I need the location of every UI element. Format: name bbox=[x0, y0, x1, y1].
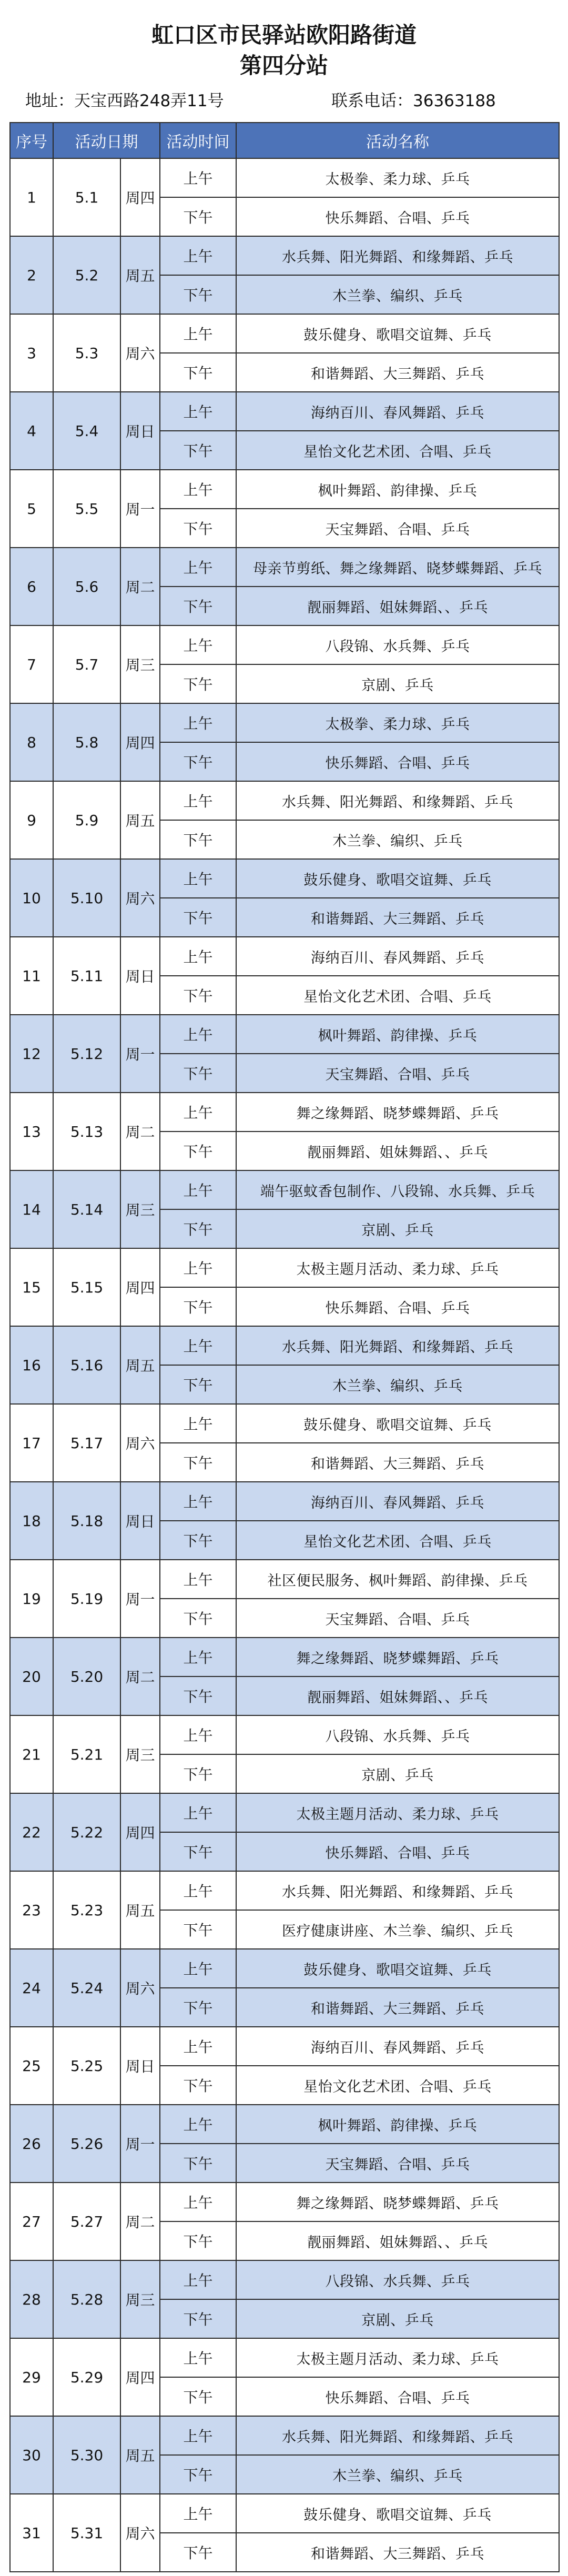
weekday: 周六 bbox=[120, 859, 160, 937]
header-no: 序号 bbox=[10, 123, 53, 158]
time-morning: 上午 bbox=[160, 1560, 236, 1599]
time-afternoon: 下午 bbox=[160, 1054, 236, 1093]
table-row-morning bbox=[10, 470, 559, 509]
weekday: 周六 bbox=[120, 2494, 160, 2572]
weekday: 周五 bbox=[120, 236, 160, 314]
activities-afternoon: 医疗健康讲座、木兰拳、编织、乒乓 bbox=[236, 1910, 559, 1949]
activities-afternoon: 靓丽舞蹈、姐妹舞蹈、、乒乓 bbox=[236, 1676, 559, 1715]
activity-date: 5.8 bbox=[53, 703, 120, 781]
time-morning: 上午 bbox=[160, 1404, 236, 1443]
activity-date: 5.16 bbox=[53, 1326, 120, 1404]
time-afternoon: 下午 bbox=[160, 2221, 236, 2260]
row-number: 14 bbox=[10, 1170, 53, 1248]
activity-date: 5.10 bbox=[53, 859, 120, 937]
activities-afternoon: 靓丽舞蹈、姐妹舞蹈、、乒乓 bbox=[236, 1132, 559, 1170]
activities-afternoon: 京剧、乒乓 bbox=[236, 1754, 559, 1793]
time-afternoon: 下午 bbox=[160, 197, 236, 236]
table-row-morning bbox=[10, 1793, 559, 1832]
activity-schedule-table bbox=[9, 122, 560, 2572]
activities-afternoon: 和谐舞蹈、大三舞蹈、乒乓 bbox=[236, 898, 559, 937]
activities-morning: 鼓乐健身、歌唱交谊舞、乒乓 bbox=[236, 2494, 559, 2533]
activities-afternoon: 快乐舞蹈、合唱、乒乓 bbox=[236, 1832, 559, 1871]
time-morning: 上午 bbox=[160, 1015, 236, 1054]
time-morning: 上午 bbox=[160, 1326, 236, 1365]
weekday: 周二 bbox=[120, 1093, 160, 1170]
activities-morning: 枫叶舞蹈、韵律操、乒乓 bbox=[236, 1015, 559, 1054]
time-afternoon: 下午 bbox=[160, 2455, 236, 2494]
time-morning: 上午 bbox=[160, 781, 236, 820]
time-morning: 上午 bbox=[160, 1093, 236, 1132]
weekday: 周日 bbox=[120, 392, 160, 470]
title-line-2: 第四分站 bbox=[239, 53, 328, 78]
activities-afternoon: 星怡文化艺术团、合唱、乒乓 bbox=[236, 431, 559, 470]
table-row-morning bbox=[10, 2416, 559, 2455]
activity-date: 5.25 bbox=[53, 2027, 120, 2105]
activities-afternoon: 和谐舞蹈、大三舞蹈、乒乓 bbox=[236, 1988, 559, 2027]
time-morning: 上午 bbox=[160, 1482, 236, 1521]
weekday: 周三 bbox=[120, 2260, 160, 2338]
activity-date: 5.22 bbox=[53, 1793, 120, 1871]
table-row-morning bbox=[10, 1015, 559, 1054]
table-row-morning bbox=[10, 937, 559, 976]
activities-afternoon: 木兰拳、编织、乒乓 bbox=[236, 2455, 559, 2494]
weekday: 周五 bbox=[120, 1326, 160, 1404]
weekday: 周一 bbox=[120, 1560, 160, 1638]
activity-date: 5.13 bbox=[53, 1093, 120, 1170]
activity-date: 5.19 bbox=[53, 1560, 120, 1638]
activities-afternoon: 木兰拳、编织、乒乓 bbox=[236, 275, 559, 314]
weekday: 周日 bbox=[120, 1482, 160, 1560]
table-row-morning bbox=[10, 392, 559, 431]
row-number: 25 bbox=[10, 2027, 53, 2105]
time-morning: 上午 bbox=[160, 236, 236, 275]
row-number: 29 bbox=[10, 2338, 53, 2416]
row-number: 12 bbox=[10, 1015, 53, 1093]
activities-afternoon: 天宝舞蹈、合唱、乒乓 bbox=[236, 2144, 559, 2183]
activities-afternoon: 木兰拳、编织、乒乓 bbox=[236, 1365, 559, 1404]
table-row-morning bbox=[10, 703, 559, 742]
row-number: 6 bbox=[10, 548, 53, 625]
activity-date: 5.24 bbox=[53, 1949, 120, 2027]
activity-date: 5.6 bbox=[53, 548, 120, 625]
activity-date: 5.17 bbox=[53, 1404, 120, 1482]
activity-date: 5.30 bbox=[53, 2416, 120, 2494]
row-number: 3 bbox=[10, 314, 53, 392]
activities-morning: 社区便民服务、枫叶舞蹈、韵律操、乒乓 bbox=[236, 1560, 559, 1599]
table-row-morning bbox=[10, 2494, 559, 2533]
table-row-morning bbox=[10, 1093, 559, 1132]
activity-date: 5.14 bbox=[53, 1170, 120, 1248]
row-number: 4 bbox=[10, 392, 53, 470]
time-afternoon: 下午 bbox=[160, 2377, 236, 2416]
time-afternoon: 下午 bbox=[160, 1521, 236, 1560]
activities-morning: 太极主题月活动、柔力球、乒乓 bbox=[236, 2338, 559, 2377]
table-row-morning bbox=[10, 1326, 559, 1365]
header-date: 活动日期 bbox=[53, 123, 160, 158]
activities-afternoon: 星怡文化艺术团、合唱、乒乓 bbox=[236, 2066, 559, 2105]
weekday: 周三 bbox=[120, 625, 160, 703]
activities-morning: 海纳百川、春风舞蹈、乒乓 bbox=[236, 937, 559, 976]
activities-afternoon: 星怡文化艺术团、合唱、乒乓 bbox=[236, 976, 559, 1015]
table-row-morning bbox=[10, 314, 559, 353]
activities-morning: 八段锦、水兵舞、乒乓 bbox=[236, 2260, 559, 2299]
row-number: 9 bbox=[10, 781, 53, 859]
row-number: 11 bbox=[10, 937, 53, 1015]
address bbox=[25, 84, 224, 118]
activities-morning: 水兵舞、阳光舞蹈、和缘舞蹈、乒乓 bbox=[236, 2416, 559, 2455]
time-afternoon: 下午 bbox=[160, 1832, 236, 1871]
table-row-morning bbox=[10, 1638, 559, 1676]
activity-date: 5.23 bbox=[53, 1871, 120, 1949]
time-morning: 上午 bbox=[160, 2027, 236, 2066]
activities-afternoon: 和谐舞蹈、大三舞蹈、乒乓 bbox=[236, 2533, 559, 2572]
weekday: 周六 bbox=[120, 314, 160, 392]
time-afternoon: 下午 bbox=[160, 1754, 236, 1793]
time-afternoon: 下午 bbox=[160, 1599, 236, 1638]
activities-afternoon: 木兰拳、编织、乒乓 bbox=[236, 820, 559, 859]
activities-morning: 海纳百川、春风舞蹈、乒乓 bbox=[236, 1482, 559, 1521]
weekday: 周四 bbox=[120, 1793, 160, 1871]
contact-info bbox=[9, 84, 559, 118]
activities-morning: 鼓乐健身、歌唱交谊舞、乒乓 bbox=[236, 1404, 559, 1443]
activities-afternoon: 快乐舞蹈、合唱、乒乓 bbox=[236, 197, 559, 236]
activities-morning: 鼓乐健身、歌唱交谊舞、乒乓 bbox=[236, 1949, 559, 1988]
time-afternoon: 下午 bbox=[160, 431, 236, 470]
table-row-morning bbox=[10, 2027, 559, 2066]
row-number: 13 bbox=[10, 1093, 53, 1170]
row-number: 28 bbox=[10, 2260, 53, 2338]
activities-morning: 八段锦、水兵舞、乒乓 bbox=[236, 1715, 559, 1754]
table-row-morning bbox=[10, 859, 559, 898]
activity-date: 5.20 bbox=[53, 1638, 120, 1715]
activities-afternoon: 快乐舞蹈、合唱、乒乓 bbox=[236, 2377, 559, 2416]
activities-morning: 水兵舞、阳光舞蹈、和缘舞蹈、乒乓 bbox=[236, 1326, 559, 1365]
activity-date: 5.27 bbox=[53, 2183, 120, 2260]
activities-morning: 枫叶舞蹈、韵律操、乒乓 bbox=[236, 470, 559, 509]
row-number: 27 bbox=[10, 2183, 53, 2260]
row-number: 8 bbox=[10, 703, 53, 781]
time-morning: 上午 bbox=[160, 1248, 236, 1287]
activities-afternoon: 快乐舞蹈、合唱、乒乓 bbox=[236, 1287, 559, 1326]
activities-morning: 海纳百川、春风舞蹈、乒乓 bbox=[236, 2027, 559, 2066]
time-morning: 上午 bbox=[160, 392, 236, 431]
table-row-morning bbox=[10, 1560, 559, 1599]
time-afternoon: 下午 bbox=[160, 1209, 236, 1248]
time-morning: 上午 bbox=[160, 625, 236, 664]
time-afternoon: 下午 bbox=[160, 2533, 236, 2572]
row-number: 17 bbox=[10, 1404, 53, 1482]
activities-morning: 母亲节剪纸、舞之缘舞蹈、晓梦蝶舞蹈、乒乓 bbox=[236, 548, 559, 587]
weekday: 周日 bbox=[120, 2027, 160, 2105]
activities-afternoon: 京剧、乒乓 bbox=[236, 2299, 559, 2338]
activities-afternoon: 天宝舞蹈、合唱、乒乓 bbox=[236, 1599, 559, 1638]
activities-afternoon: 快乐舞蹈、合唱、乒乓 bbox=[236, 742, 559, 781]
phone bbox=[331, 84, 496, 118]
weekday: 周日 bbox=[120, 937, 160, 1015]
table-row-morning bbox=[10, 158, 559, 197]
weekday: 周五 bbox=[120, 2416, 160, 2494]
time-morning: 上午 bbox=[160, 2183, 236, 2221]
activities-morning: 鼓乐健身、歌唱交谊舞、乒乓 bbox=[236, 314, 559, 353]
table-row-morning bbox=[10, 2105, 559, 2144]
page-title bbox=[9, 20, 559, 81]
activity-date: 5.29 bbox=[53, 2338, 120, 2416]
activity-date: 5.4 bbox=[53, 392, 120, 470]
time-morning: 上午 bbox=[160, 1871, 236, 1910]
activities-afternoon: 京剧、乒乓 bbox=[236, 1209, 559, 1248]
time-morning: 上午 bbox=[160, 158, 236, 197]
time-morning: 上午 bbox=[160, 859, 236, 898]
row-number: 30 bbox=[10, 2416, 53, 2494]
time-afternoon: 下午 bbox=[160, 1988, 236, 2027]
time-afternoon: 下午 bbox=[160, 2066, 236, 2105]
table-row-morning bbox=[10, 1170, 559, 1209]
activity-date: 5.26 bbox=[53, 2105, 120, 2183]
weekday: 周五 bbox=[120, 781, 160, 859]
row-number: 23 bbox=[10, 1871, 53, 1949]
activity-date: 5.12 bbox=[53, 1015, 120, 1093]
time-afternoon: 下午 bbox=[160, 1910, 236, 1949]
time-afternoon: 下午 bbox=[160, 1132, 236, 1170]
table-row-morning bbox=[10, 1715, 559, 1754]
table-row-morning bbox=[10, 1404, 559, 1443]
row-number: 22 bbox=[10, 1793, 53, 1871]
time-afternoon: 下午 bbox=[160, 587, 236, 625]
activities-morning: 舞之缘舞蹈、晓梦蝶舞蹈、乒乓 bbox=[236, 2183, 559, 2221]
weekday: 周二 bbox=[120, 1638, 160, 1715]
weekday: 周三 bbox=[120, 1170, 160, 1248]
activities-afternoon: 天宝舞蹈、合唱、乒乓 bbox=[236, 509, 559, 548]
activity-date: 5.28 bbox=[53, 2260, 120, 2338]
table-row-morning bbox=[10, 2260, 559, 2299]
table-row-morning bbox=[10, 1248, 559, 1287]
weekday: 周一 bbox=[120, 470, 160, 548]
activities-afternoon: 星怡文化艺术团、合唱、乒乓 bbox=[236, 1521, 559, 1560]
time-morning: 上午 bbox=[160, 937, 236, 976]
activities-morning: 鼓乐健身、歌唱交谊舞、乒乓 bbox=[236, 859, 559, 898]
activities-afternoon: 京剧、乒乓 bbox=[236, 664, 559, 703]
activities-afternoon: 靓丽舞蹈、姐妹舞蹈、、乒乓 bbox=[236, 2221, 559, 2260]
table-row-morning bbox=[10, 548, 559, 587]
activities-afternoon: 和谐舞蹈、大三舞蹈、乒乓 bbox=[236, 1443, 559, 1482]
time-afternoon: 下午 bbox=[160, 976, 236, 1015]
activities-afternoon: 和谐舞蹈、大三舞蹈、乒乓 bbox=[236, 353, 559, 392]
table-row-morning bbox=[10, 236, 559, 275]
activity-date: 5.15 bbox=[53, 1248, 120, 1326]
activity-date: 5.5 bbox=[53, 470, 120, 548]
weekday: 周三 bbox=[120, 1715, 160, 1793]
activities-morning: 八段锦、水兵舞、乒乓 bbox=[236, 625, 559, 664]
time-afternoon: 下午 bbox=[160, 353, 236, 392]
header-name: 活动名称 bbox=[236, 123, 559, 158]
activity-date: 5.18 bbox=[53, 1482, 120, 1560]
header-time: 活动时间 bbox=[160, 123, 236, 158]
time-morning: 上午 bbox=[160, 470, 236, 509]
time-morning: 上午 bbox=[160, 548, 236, 587]
time-afternoon: 下午 bbox=[160, 1443, 236, 1482]
activities-morning: 舞之缘舞蹈、晓梦蝶舞蹈、乒乓 bbox=[236, 1638, 559, 1676]
weekday: 周一 bbox=[120, 2105, 160, 2183]
activity-date: 5.31 bbox=[53, 2494, 120, 2572]
phone-value: 36363188 bbox=[413, 92, 496, 110]
activities-morning: 太极拳、柔力球、乒乓 bbox=[236, 703, 559, 742]
table-row-morning bbox=[10, 1949, 559, 1988]
table-row-morning bbox=[10, 781, 559, 820]
time-afternoon: 下午 bbox=[160, 1365, 236, 1404]
row-number: 26 bbox=[10, 2105, 53, 2183]
time-morning: 上午 bbox=[160, 2494, 236, 2533]
time-morning: 上午 bbox=[160, 2260, 236, 2299]
weekday: 周六 bbox=[120, 1404, 160, 1482]
row-number: 16 bbox=[10, 1326, 53, 1404]
row-number: 21 bbox=[10, 1715, 53, 1793]
activities-morning: 水兵舞、阳光舞蹈、和缘舞蹈、乒乓 bbox=[236, 236, 559, 275]
table-row-morning bbox=[10, 1482, 559, 1521]
row-number: 31 bbox=[10, 2494, 53, 2572]
activities-morning: 海纳百川、春风舞蹈、乒乓 bbox=[236, 392, 559, 431]
time-afternoon: 下午 bbox=[160, 1676, 236, 1715]
row-number: 24 bbox=[10, 1949, 53, 2027]
weekday: 周四 bbox=[120, 1248, 160, 1326]
time-morning: 上午 bbox=[160, 703, 236, 742]
table-row-morning bbox=[10, 2338, 559, 2377]
time-morning: 上午 bbox=[160, 1949, 236, 1988]
weekday: 周四 bbox=[120, 158, 160, 236]
activities-afternoon: 靓丽舞蹈、姐妹舞蹈、、乒乓 bbox=[236, 587, 559, 625]
table-row-morning bbox=[10, 1871, 559, 1910]
activity-date: 5.3 bbox=[53, 314, 120, 392]
weekday: 周二 bbox=[120, 548, 160, 625]
time-morning: 上午 bbox=[160, 314, 236, 353]
time-afternoon: 下午 bbox=[160, 1287, 236, 1326]
weekday: 周六 bbox=[120, 1949, 160, 2027]
activity-date: 5.1 bbox=[53, 158, 120, 236]
activity-date: 5.2 bbox=[53, 236, 120, 314]
activities-afternoon: 天宝舞蹈、合唱、乒乓 bbox=[236, 1054, 559, 1093]
activity-date: 5.9 bbox=[53, 781, 120, 859]
row-number: 5 bbox=[10, 470, 53, 548]
address-label: 地址： bbox=[25, 92, 74, 110]
time-afternoon: 下午 bbox=[160, 742, 236, 781]
activity-date: 5.11 bbox=[53, 937, 120, 1015]
phone-label: 联系电话： bbox=[331, 92, 413, 110]
activities-morning: 端午驱蚊香包制作、八段锦、水兵舞、乒乓 bbox=[236, 1170, 559, 1209]
activities-morning: 枫叶舞蹈、韵律操、乒乓 bbox=[236, 2105, 559, 2144]
row-number: 18 bbox=[10, 1482, 53, 1560]
activities-morning: 太极主题月活动、柔力球、乒乓 bbox=[236, 1248, 559, 1287]
time-morning: 上午 bbox=[160, 2416, 236, 2455]
title-line-1: 虹口区市民驿站欧阳路街道 bbox=[151, 22, 417, 48]
time-morning: 上午 bbox=[160, 1793, 236, 1832]
time-afternoon: 下午 bbox=[160, 664, 236, 703]
time-morning: 上午 bbox=[160, 2338, 236, 2377]
time-afternoon: 下午 bbox=[160, 2144, 236, 2183]
time-afternoon: 下午 bbox=[160, 2299, 236, 2338]
row-number: 20 bbox=[10, 1638, 53, 1715]
activities-morning: 太极主题月活动、柔力球、乒乓 bbox=[236, 1793, 559, 1832]
weekday: 周二 bbox=[120, 2183, 160, 2260]
row-number: 7 bbox=[10, 625, 53, 703]
time-afternoon: 下午 bbox=[160, 275, 236, 314]
row-number: 15 bbox=[10, 1248, 53, 1326]
weekday: 周四 bbox=[120, 703, 160, 781]
activities-morning: 太极拳、柔力球、乒乓 bbox=[236, 158, 559, 197]
time-afternoon: 下午 bbox=[160, 509, 236, 548]
table-body bbox=[10, 158, 559, 2572]
row-number: 19 bbox=[10, 1560, 53, 1638]
time-morning: 上午 bbox=[160, 1638, 236, 1676]
activities-morning: 水兵舞、阳光舞蹈、和缘舞蹈、乒乓 bbox=[236, 781, 559, 820]
row-number: 1 bbox=[10, 158, 53, 236]
table-row-morning bbox=[10, 2183, 559, 2221]
weekday: 周四 bbox=[120, 2338, 160, 2416]
activity-date: 5.7 bbox=[53, 625, 120, 703]
address-value: 天宝西路248弄11号 bbox=[74, 92, 224, 110]
weekday: 周五 bbox=[120, 1871, 160, 1949]
time-morning: 上午 bbox=[160, 1715, 236, 1754]
activities-morning: 舞之缘舞蹈、晓梦蝶舞蹈、乒乓 bbox=[236, 1093, 559, 1132]
row-number: 2 bbox=[10, 236, 53, 314]
activity-date: 5.21 bbox=[53, 1715, 120, 1793]
time-afternoon: 下午 bbox=[160, 820, 236, 859]
time-afternoon: 下午 bbox=[160, 898, 236, 937]
table-header-row bbox=[10, 123, 559, 158]
row-number: 10 bbox=[10, 859, 53, 937]
time-morning: 上午 bbox=[160, 2105, 236, 2144]
activities-morning: 水兵舞、阳光舞蹈、和缘舞蹈、乒乓 bbox=[236, 1871, 559, 1910]
time-morning: 上午 bbox=[160, 1170, 236, 1209]
table-row-morning bbox=[10, 625, 559, 664]
weekday: 周一 bbox=[120, 1015, 160, 1093]
